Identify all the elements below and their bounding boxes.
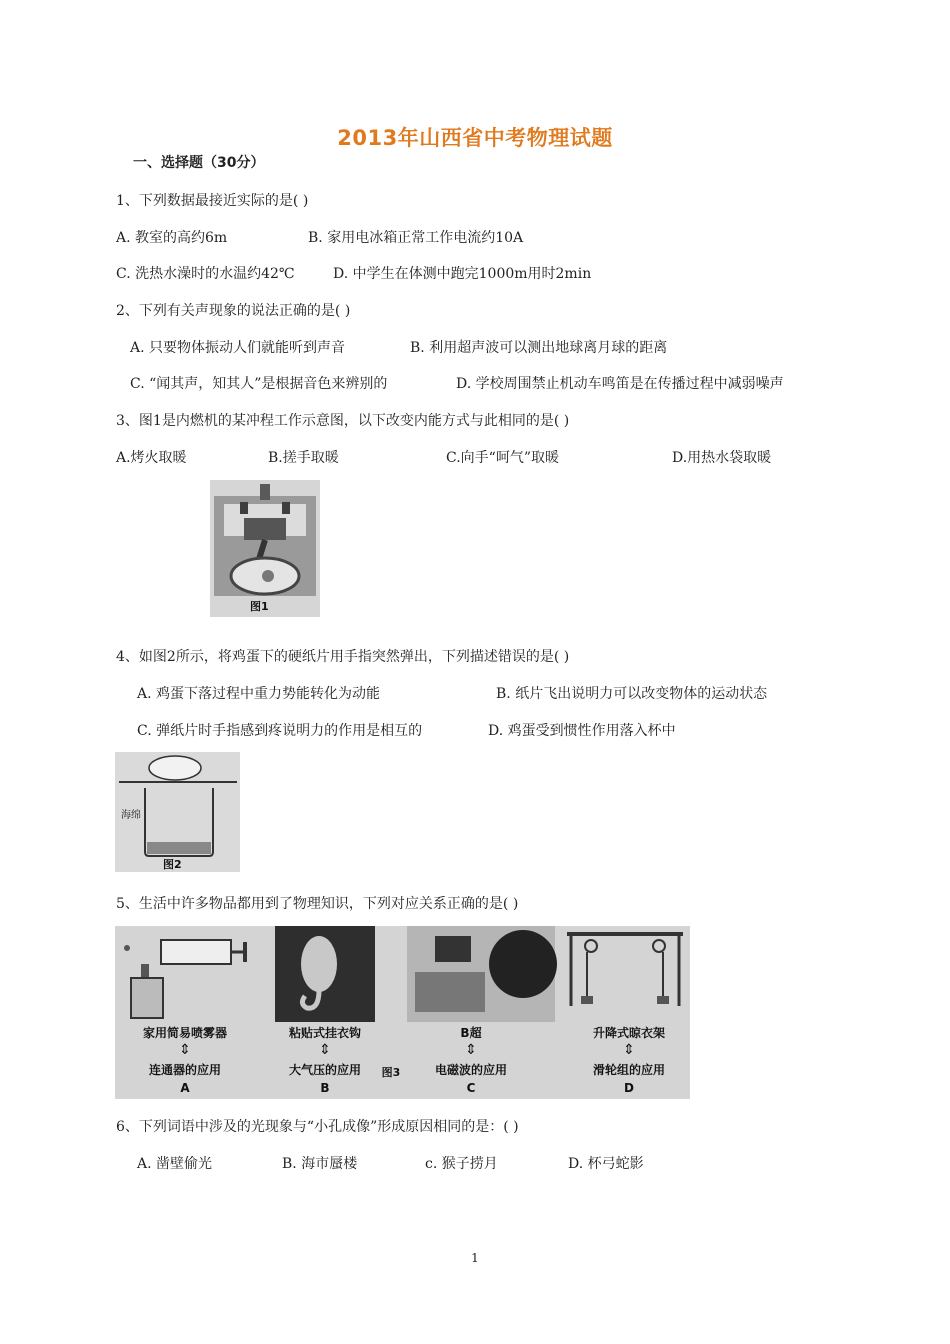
q4-option-c: C. 弹纸片时手指感到疼说明力的作用是相互的 (137, 723, 423, 739)
figure-2-label: 海绵 (121, 810, 141, 821)
figure-3-panels (115, 926, 690, 1099)
q2-option-d: D. 学校周围禁止机动车鸣笛是在传播过程中减弱噪声 (456, 376, 784, 392)
q1-option-a: A. 教室的高约6m (116, 230, 228, 246)
q2-option-c: C. “闻其声，知其人”是根据音色来辨别的 (130, 376, 388, 392)
figure-2-caption: 图2 (163, 858, 182, 871)
q4-option-b: B. 纸片飞出说明力可以改变物体的运动状态 (496, 686, 768, 702)
q1-option-d: D. 中学生在体测中跑完1000m用时2min (333, 266, 592, 282)
q4-option-a: A. 鸡蛋下落过程中重力势能转化为动能 (137, 686, 381, 702)
panel-c-bottom-label: 电磁波的应用 (434, 1063, 508, 1077)
q6-option-c: c. 猴子捞月 (425, 1156, 498, 1172)
panel-c-ultrasound-illustration (407, 926, 557, 1022)
page-title: 2013年山西省中考物理试题 (337, 126, 613, 150)
q3-option-d: D.用热水袋取暖 (672, 450, 772, 466)
panel-b-arrow-icon: ⇕ (319, 1042, 331, 1058)
panel-c-arrow-icon: ⇕ (465, 1042, 477, 1058)
panel-b-hook-illustration (275, 926, 375, 1022)
q3-option-c: C.向手“呵气”取暖 (446, 450, 559, 466)
panel-d-arrow-icon: ⇕ (623, 1042, 635, 1058)
panel-a-arrow-icon: ⇕ (179, 1042, 191, 1058)
panel-b-top-label: 粘贴式挂衣钩 (288, 1026, 362, 1040)
q4-stem: 4、如图2所示，将鸡蛋下的硬纸片用手指突然弹出，下列描述错误的是( ) (116, 649, 570, 665)
figure-1-engine (210, 480, 320, 617)
q6-option-a: A. 凿壁偷光 (137, 1156, 213, 1172)
figure-3-caption: 图3 (381, 1066, 401, 1079)
panel-a-bottom-label: 连通器的应用 (148, 1063, 222, 1077)
section-heading: 一、选择题（30分） (133, 155, 265, 171)
panel-d-top-label: 升降式晾衣架 (592, 1026, 666, 1040)
q3-stem: 3、图1是内燃机的某冲程工作示意图，以下改变内能方式与此相同的是( ) (116, 413, 570, 429)
q1-stem: 1、下列数据最接近实际的是( ) (116, 193, 309, 209)
q2-option-b: B. 利用超声波可以测出地球离月球的距离 (410, 340, 668, 356)
q6-option-d: D. 杯弓蛇影 (568, 1156, 644, 1172)
q4-option-d: D. 鸡蛋受到惯性作用落入杯中 (488, 723, 676, 739)
panel-c-letter: C (466, 1081, 476, 1095)
q3-option-a: A.烤火取暖 (116, 450, 187, 466)
panel-a-letter: A (180, 1081, 190, 1095)
q3-option-b: B.搓手取暖 (268, 450, 339, 466)
q5-stem: 5、生活中许多物品都用到了物理知识，下列对应关系正确的是( ) (116, 896, 519, 912)
panel-b-bottom-label: 大气压的应用 (288, 1063, 362, 1077)
q1-option-c: C. 洗热水澡时的水温约42℃ (116, 266, 295, 282)
q1-option-b: B. 家用电冰箱正常工作电流约10A (308, 230, 524, 246)
panel-b-letter: B (320, 1081, 330, 1095)
panel-c-top-label: B超 (460, 1026, 482, 1040)
panel-d-bottom-label: 滑轮组的应用 (592, 1063, 666, 1077)
q6-stem: 6、下列词语中涉及的光现象与“小孔成像”形成原因相同的是：( ) (116, 1119, 519, 1135)
panel-a-top-label: 家用简易喷雾器 (142, 1026, 228, 1040)
page-number: 1 (471, 1251, 479, 1265)
panel-d-letter: D (624, 1081, 634, 1095)
figure-1-caption: 图1 (250, 600, 269, 613)
q2-stem: 2、下列有关声现象的说法正确的是( ) (116, 303, 351, 319)
q6-option-b: B. 海市蜃楼 (282, 1156, 358, 1172)
figure-2-egg-cup (115, 752, 240, 872)
q2-option-a: A. 只要物体振动人们就能听到声音 (130, 340, 346, 356)
